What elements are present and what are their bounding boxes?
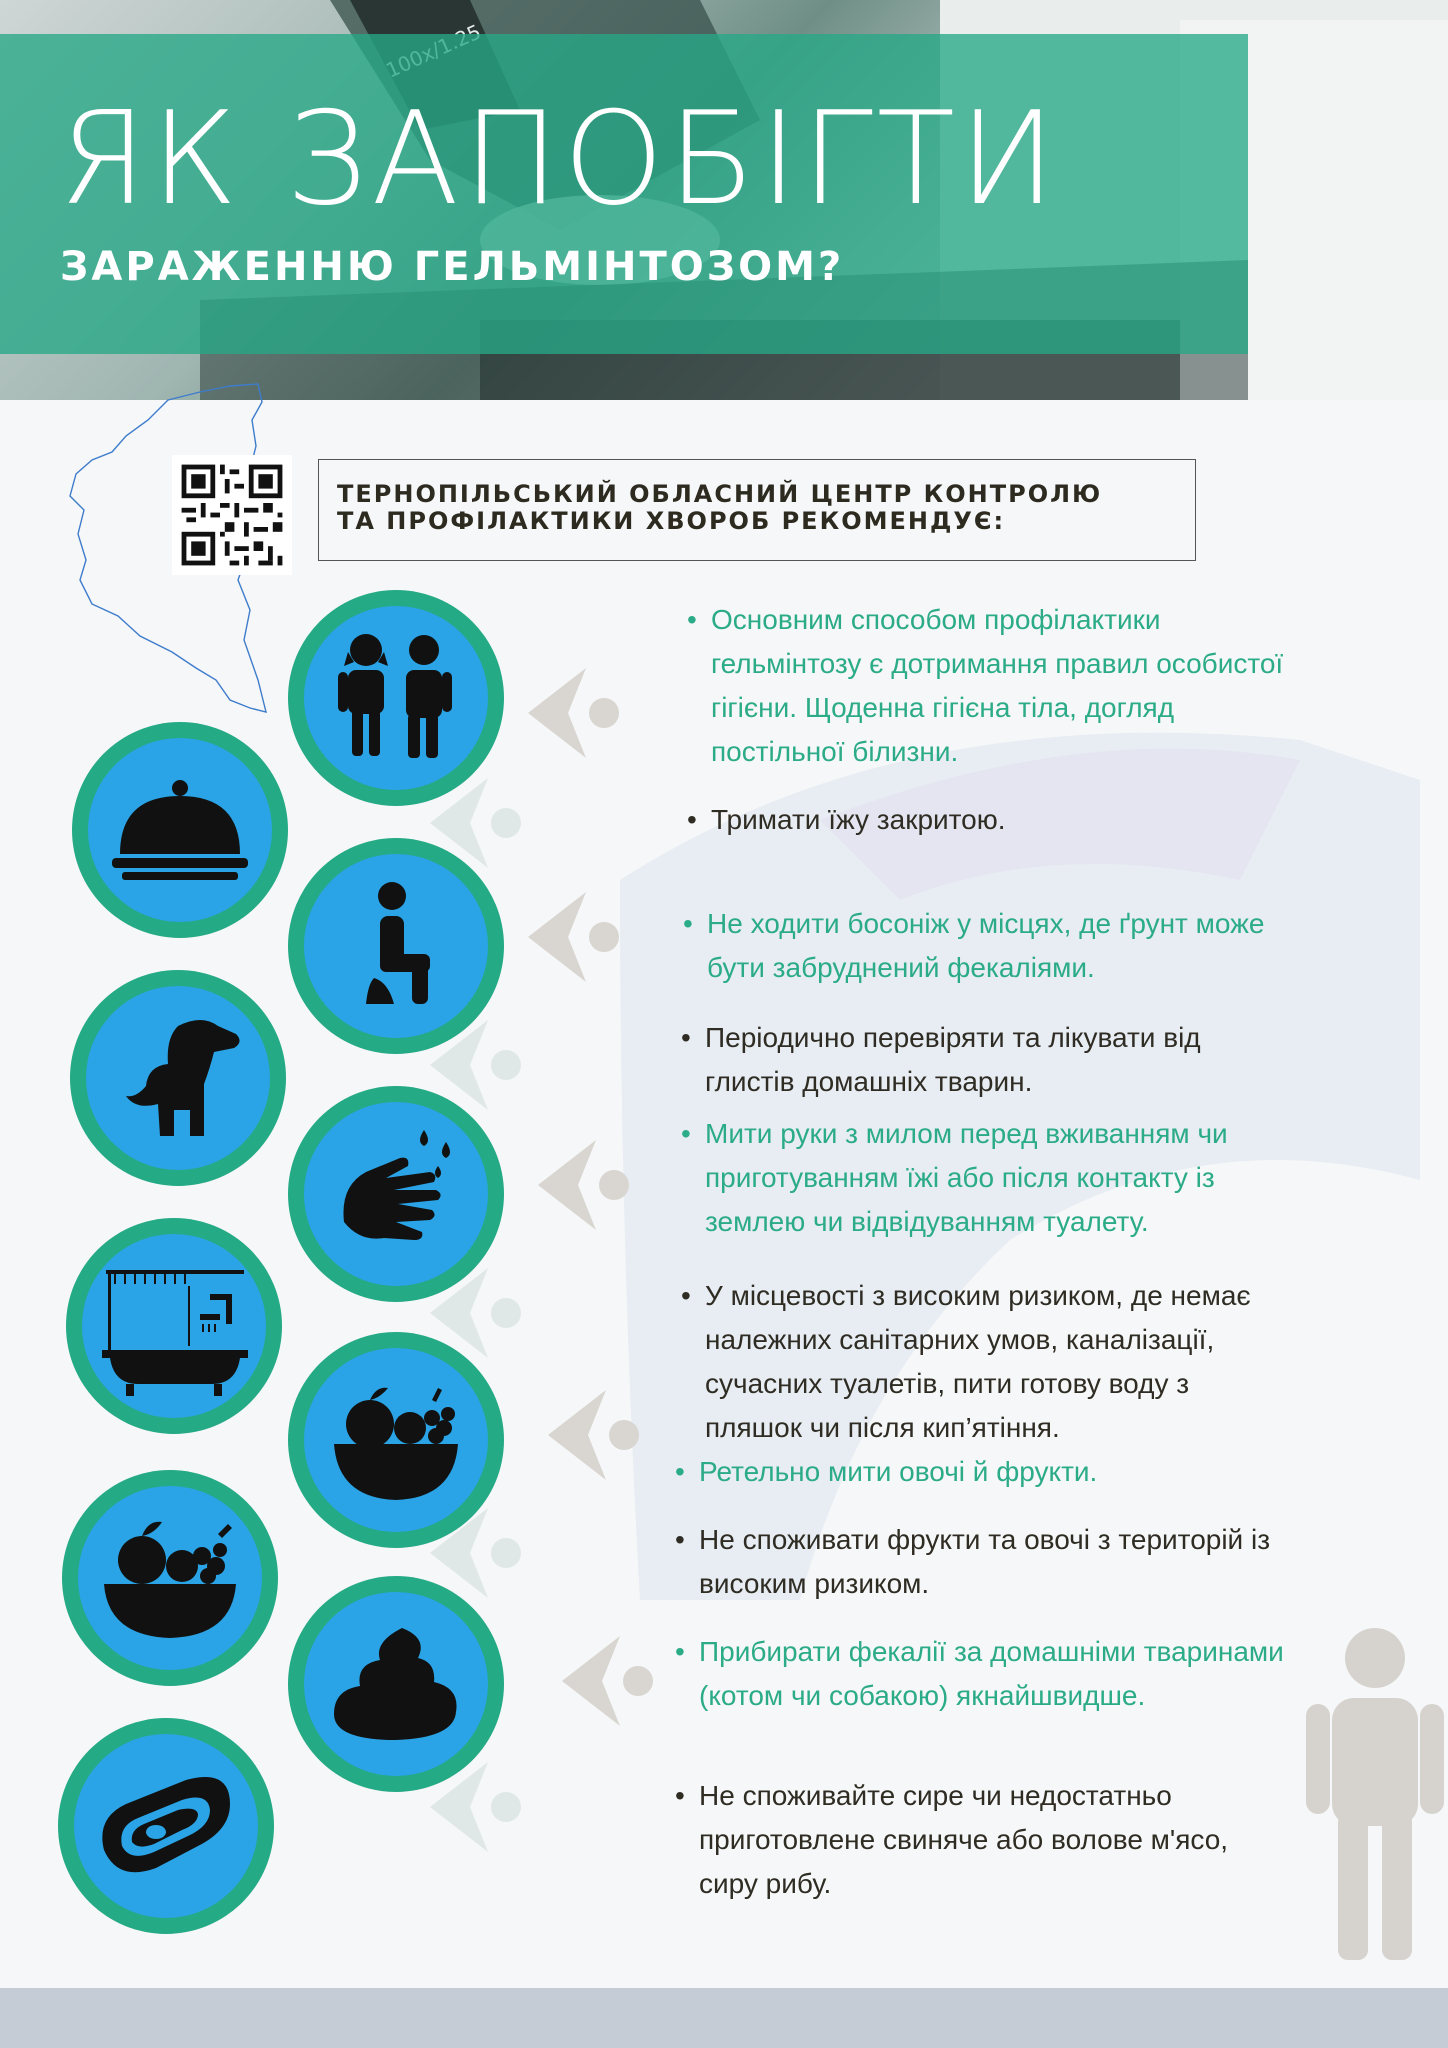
feces-icon <box>304 1592 488 1776</box>
organization-line-2: ТА ПРОФІЛАКТИКИ ХВОРОБ РЕКОМЕНДУЄ: <box>337 507 1006 535</box>
sitting-toilet-icon <box>304 854 488 1038</box>
tip-item-6: • У місцевості з високим ризиком, де немає належних санітарних умов, каналізації, сучасних туалетів, пити готову воду з пляшок чи після кип’ятіння. <box>681 1280 1251 1443</box>
dog-icon <box>86 986 270 1170</box>
footer-bar <box>0 1988 1448 2048</box>
tip-item-5: • Мити руки з милом перед вживанням чи приготуванням їжі або після контакту із землею чи відвідуванням туалету. <box>681 1118 1228 1237</box>
tip-item-3: • Не ходити босоніж у місцях, де ґрунт може бути забруднений фекаліями. <box>683 908 1265 983</box>
fruit-bowl-icon <box>304 1348 488 1532</box>
bathtub-shower-icon <box>82 1234 266 1418</box>
tip-item-8: • Не споживати фрукти та овочі з територій із високим ризиком. <box>675 1524 1271 1599</box>
tip-item-2: • Тримати їжу закритою. <box>687 804 1006 835</box>
page-subtitle: ЗАРАЖЕННЮ ГЕЛЬМІНТОЗОМ? <box>60 244 845 290</box>
tip-item-7: • Ретельно мити овочі й фрукти. <box>675 1456 1098 1487</box>
chevron-arrow-icon <box>538 1140 634 1230</box>
chevron-arrow-icon <box>548 1390 644 1480</box>
covered-food-icon <box>88 738 272 922</box>
icon-circle <box>66 1218 282 1434</box>
qr-code-icon <box>172 455 292 575</box>
icon-circle <box>58 1718 274 1934</box>
page-title: ЯК ЗАПОБІГТИ <box>58 85 1060 234</box>
meat-steak-icon <box>74 1734 258 1918</box>
icon-circle <box>72 722 288 938</box>
tip-item-4: • Періодично перевіряти та лікувати від глистів домашніх тварин. <box>681 1022 1201 1097</box>
icon-circle <box>288 838 504 1054</box>
organization-line-1: ТЕРНОПІЛЬСЬКИЙ ОБЛАСНИЙ ЦЕНТР КОНТРОЛЮ <box>337 480 1103 508</box>
tip-item-9: • Прибирати фекалії за домашніми тваринами (котом чи собакою) якнайшвидше. <box>675 1636 1284 1711</box>
tip-item-1: • Основним способом профілактики гельмінтозу є дотримання правил особистої гігієни. Щоденна гігієна тіла, догляд постільної білизни. <box>687 604 1284 767</box>
person-silhouette-icon <box>1302 1622 1448 1962</box>
organization-box <box>318 459 1196 561</box>
icon-circle <box>288 1086 504 1302</box>
chevron-arrow-icon <box>528 668 624 758</box>
fruit-basket-icon <box>78 1486 262 1670</box>
children-icon <box>304 606 488 790</box>
washing-hands-icon <box>304 1102 488 1286</box>
qr-code[interactable] <box>172 455 292 575</box>
icon-circle <box>70 970 286 1186</box>
icon-circle <box>62 1470 278 1686</box>
icon-circle <box>288 1576 504 1792</box>
icon-circle <box>288 590 504 806</box>
chevron-arrow-icon <box>562 1636 658 1726</box>
icon-circle <box>288 1332 504 1548</box>
tip-item-10: • Не споживайте сире чи недостатньо приготовлене свиняче або волове м'ясо, сиру рибу. <box>675 1780 1229 1899</box>
chevron-arrow-icon <box>528 892 624 982</box>
